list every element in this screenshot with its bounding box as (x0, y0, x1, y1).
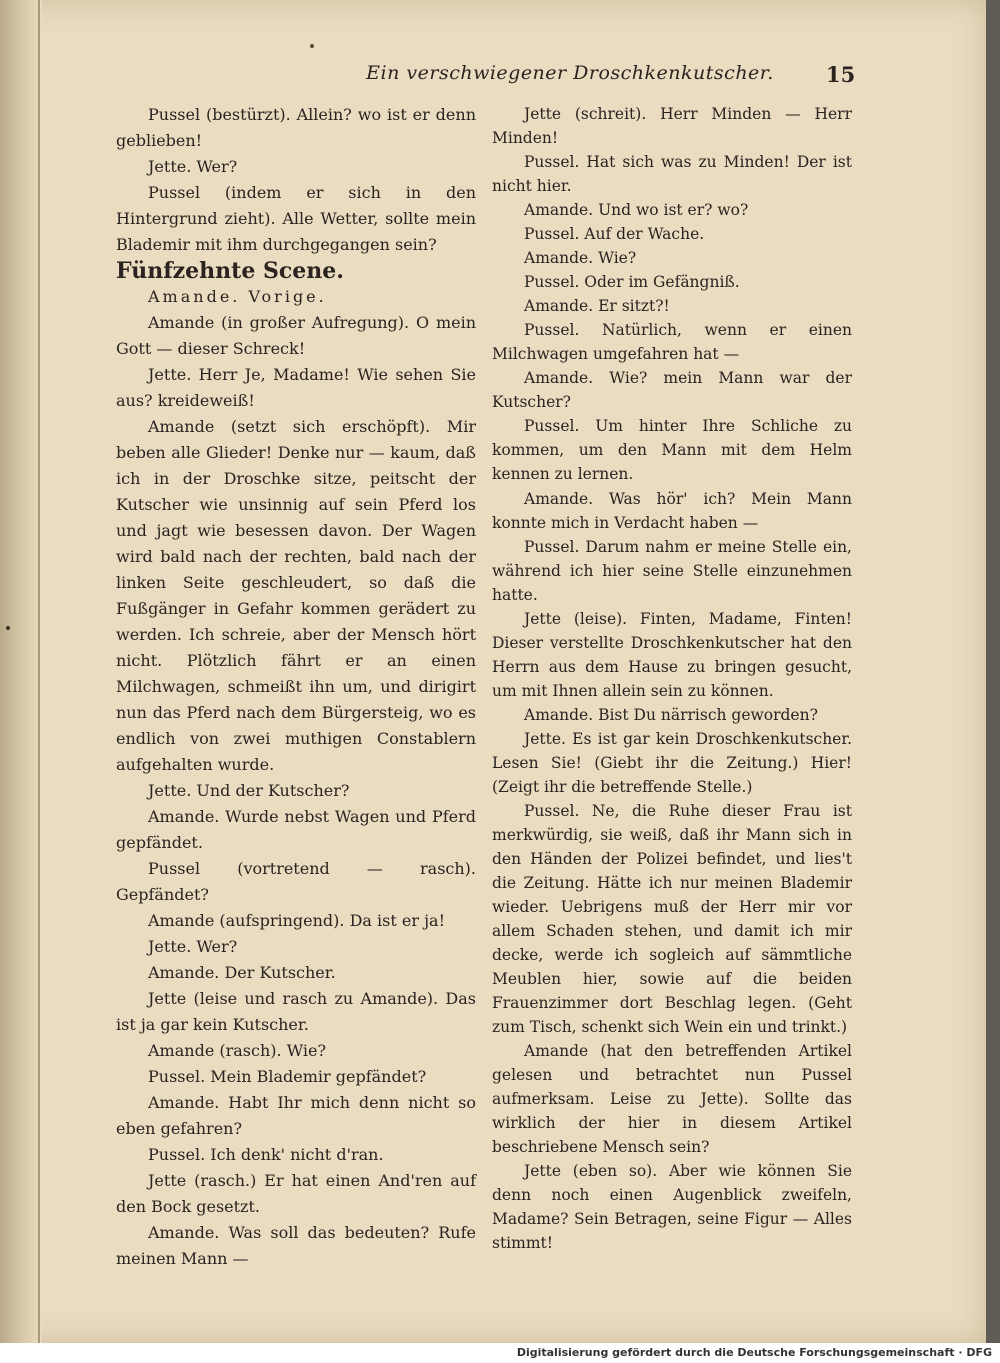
gutter-fold-line (38, 0, 40, 1343)
digitization-credit: Digitalisierung gefördert durch die Deutsche Forschungsgemeinschaft · DFG (516, 1346, 992, 1359)
paragraph: Pussel (bestürzt). Allein? wo ist er denn geblieben! (116, 105, 476, 150)
scene-heading: Fünfzehnte Scene. (116, 258, 344, 284)
paragraph: Amande. Wie? (524, 249, 637, 268)
paragraph: Pussel (indem er sich in den Hintergrund zieht). Alle Wetter, sollte mein Blademir mit ihm durchgegangen sein? (116, 183, 476, 254)
paragraph: Jette. Wer? (148, 157, 238, 176)
paragraph: Jette. Wer? (148, 937, 238, 956)
paragraph: Pussel. Ne, die Ruhe dieser Frau ist merkwürdig, sie weiß, daß ihr Mann sich in den Händen der Polizei befindet, und lies't die Zeitung. Hätte ich nur meinen Blademir wieder. Uebrigens muß der Herr mir vor allem Schaden stehen, und damit ich mir decke, werde ich sogleich auf sämmtliche Meublen hier, sowie auf die beiden Frauenzimmer dort Beschlag legen. (Geht zum Tisch, schenkt sich Wein ein und trinkt.) (492, 801, 852, 1037)
page-number: 15 (826, 62, 856, 87)
paragraph: Amande. Wie? mein Mann war der Kutscher? (492, 369, 852, 412)
paragraph: Amande. Was hör' ich? Mein Mann konnte mich in Verdacht haben — (492, 489, 852, 532)
paragraph: Amande. Bist Du närrisch geworden? (524, 705, 818, 724)
paragraph: Amande (hat den betreffenden Artikel gelesen und betrachtet nun Pussel aufmerksam. Leise zu Jette). Sollte das wirklich der hier in diesem Artikel beschriebene Mensch sein? (492, 1042, 852, 1157)
paragraph: Jette (leise). Finten, Madame, Finten! Dieser verstellte Droschkenkutscher hat den Herrn aus dem Hause zu bringen gesucht, um mit Ihnen allein sein zu können. (492, 609, 852, 700)
paragraph: Amande. Wurde nebst Wagen und Pferd gepfändet. (116, 807, 476, 852)
paragraph: Pussel. Mein Blademir gepfändet? (148, 1067, 427, 1086)
paragraph: Pussel. Um hinter Ihre Schliche zu kommen, um den Mann mit dem Helm kennen zu lernen. (492, 417, 852, 484)
paragraph: Amande (aufspringend). Da ist er ja! (148, 911, 445, 930)
paragraph: Amande (rasch). Wie? (148, 1041, 327, 1060)
paragraph: Amande. Was soll das bedeuten? Rufe meinen Mann — (116, 1223, 476, 1268)
page-gutter (0, 0, 42, 1343)
paragraph: Jette (schreit). Herr Minden — Herr Minden! (492, 105, 852, 148)
paragraph: Jette. Herr Je, Madame! Wie sehen Sie aus? kreideweiß! (116, 365, 476, 410)
paragraph: Amande. Der Kutscher. (148, 963, 336, 982)
paragraph: Amande (setzt sich erschöpft). Mir beben alle Glieder! Denke nur — kaum, daß ich in der Droschke sitze, peitscht der Kutscher wie unsinnig auf sein Pferd los und jagt wie besessen davon. Der Wagen wird bald nach der rechten, bald nach der linken Seite geschleudert, so daß die Fußgänger in Gefahr kommen gerädert zu werden. Ich schreie, aber der Mensch hört nicht. Plötzlich fährt er an einen Milchwagen, schmeißt ihn um, und dirigirt nun das Pferd nach dem Bürgersteig, wo es endlich von zwei muthigen Constablern aufgehalten wurde. (116, 417, 476, 774)
left-column (116, 102, 476, 1272)
paragraph: Pussel. Auf der Wache. (524, 225, 705, 244)
paragraph: Jette. Und der Kutscher? (148, 781, 350, 800)
scene-persons: Amande. Vorige. (148, 287, 327, 306)
paragraph: Jette (leise und rasch zu Amande). Das ist ja gar kein Kutscher. (116, 989, 476, 1034)
paragraph: Pussel. Hat sich was zu Minden! Der ist nicht hier. (492, 153, 852, 196)
paragraph: Amande. Habt Ihr mich denn nicht so eben gefahren? (116, 1093, 476, 1138)
ink-speck (310, 44, 314, 48)
paragraph: Amande. Und wo ist er? wo? (524, 201, 749, 220)
paragraph: Pussel. Natürlich, wenn er einen Milchwagen umgefahren hat — (492, 321, 852, 364)
ink-speck-margin (6, 626, 10, 630)
paragraph: Jette (eben so). Aber wie können Sie denn noch einen Augenblick zweifeln, Madame? Sein Betragen, seine Figur — Alles stimmt! (492, 1162, 852, 1253)
paragraph: Pussel. Ich denk' nicht d'ran. (148, 1145, 384, 1164)
scan-background-edge (986, 0, 1000, 1343)
paragraph: Jette (rasch.) Er hat einen And'ren auf den Bock gesetzt. (116, 1171, 476, 1216)
paragraph: Pussel. Oder im Gefängniß. (524, 273, 740, 292)
paragraph: Amande (in großer Aufregung). O mein Gott — dieser Schreck! (116, 313, 476, 358)
paragraph: Pussel (vortretend — rasch). Gepfändet? (116, 859, 476, 904)
running-head: Ein verschwiegener Droschkenkutscher. (366, 62, 774, 84)
paragraph: Pussel. Darum nahm er meine Stelle ein, während ich hier seine Stelle einzunehmen hatte. (492, 537, 852, 604)
paragraph: Jette. Es ist gar kein Droschkenkutscher. Lesen Sie! (Giebt ihr die Zeitung.) Hier! (Zeigt ihr die betreffende Stelle.) (492, 729, 852, 796)
right-column (492, 102, 852, 1256)
paragraph: Amande. Er sitzt?! (524, 297, 670, 316)
